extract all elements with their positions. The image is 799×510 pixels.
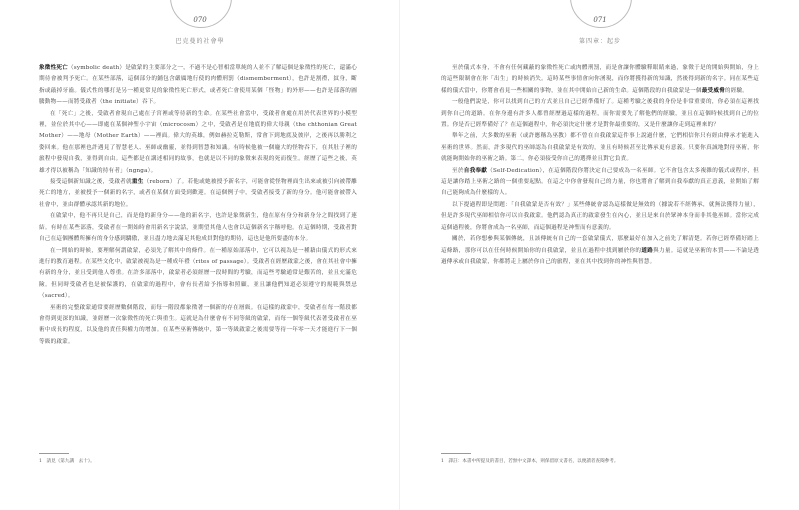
right-page: [400, 0, 799, 510]
right-running-title: 第四章：起步: [578, 38, 621, 45]
left-paragraph-2: 在「死亡」之後，受啟者會現自己處在子宮裡或等待新的生命。在某些社會當中，受啟者會處在用於代表世界的小模型裡，並位於其中心——即處在某個神聖小宇宙（microcosm）之中，受啟者是在地底的偉大母親（the chthonian Great Mother）——地母（Mother Earth）——裡面。偉大的英雄，例如赫拉克勒斯，常會下到地底及彼岸，之後再以勝利之姿回來。他在那裡也許遇見了智慧老人、巫師或幽靈，並得到智慧和知識。有時候他被一個龐大的怪物吞下，在其肚子裡的旅程中發現自我，並得到自由。這些都是在講述相同的故事，也就是以不同的象徵來表現的死而復生。經歷了這些之後，英雄才得以被稱為「知識的持有者」（ngnga）。: [39, 110, 357, 174]
term-reborn: 重生: [131, 179, 144, 186]
right-page-number: 071: [593, 16, 607, 24]
left-footnote-rule: [39, 453, 69, 454]
right-footnote-rule: [441, 453, 471, 454]
left-running-title: 巴克曼的社會學: [175, 38, 225, 45]
right-paragraph-2: 一般他們說是，你可以找到自己的方式並且自己已經準備好了。這種考驗之後我的身份是非常重要的，你必須在這裡找到你自己的道路。在你身邊有許多人都曾經歷過這樣的過程，而你需要先了解他們的經驗，並且在這個時候找到自己的位置。你是否已經準備好了？在這個過程中，你必須決定什麼才是對你最重要的，又是什麼讓你走到這裡來的？: [441, 99, 759, 129]
right-paragraph-4: 至於自我奉獻（Self-Dedication），在這個階段你將決定自己要成為一名巫師。它不會包含太多複雜的儀式或程序，但這是讓你踏上巫術之路的一個重要起點。在這之中你會發現自己的力量，你也將會了解到自我奉獻的真正意義，並開始了解自己能夠成為什麼樣的人。: [441, 167, 759, 197]
term-most-threatened: 最受威脅: [701, 87, 725, 94]
term-self-dedication: 自我奉獻: [463, 167, 488, 174]
left-page-number: 070: [193, 16, 207, 24]
left-page-header: [140, 6, 260, 45]
right-body-text: [441, 63, 759, 268]
left-paragraph-4: 在啟蒙中，他不再只是自己，而是他的新身分——他的新名字，也許是象徵新生，他在原有身分和新身分之間找到了連結。有時在某些部落，受啟者在一開始時會用新名字說話，並期望其他人也會以這個新名字稱呼他。在這個時期，受啟者對自己在這個團體所擁有的身分感到驕傲，並且盡力地去滿足其他成員對他的期待，這也是他所要盡的本分。: [39, 213, 357, 243]
left-page: [0, 0, 399, 510]
left-paragraph-6: 巫術的完整啟蒙通常要經歷數個階段，而每一階段都象徵著一個新的存在層級。在這樣的啟蒙中，受啟者在每一階段都會得到更深的知識，並經歷一次象徵性的死亡與重生。這就是為什麼會有不同等級的啟蒙，而每一個等級代表著受啟者在巫術中成長的程度，以及他的責任與權力的增加。在某些巫術傳統中，第一等級啟蒙之後需要等待一年零一天才能進行下一個等級的啟蒙。: [39, 304, 357, 345]
left-footnote: 1 請見《第九講 去十》。: [39, 459, 95, 464]
term-symbolic-death: 象徵性死亡: [39, 65, 68, 71]
left-body-text: [39, 63, 357, 348]
right-paragraph-3: 舉年之前，大多數的巫術（或許應稱為巫教）都不曾在自我啟蒙這件事上說過什麼，它們相信你只有經由傳承才能進入巫術的世界。然而，許多現代的巫師認為自我啟蒙是有效的，並且有時候甚至比傳承更有意義。只要你真誠地對待巫術，你就能夠開始你的巫術之路。第二，你必須接受你自己的選擇並且對它負責。: [441, 133, 759, 163]
right-footnote: 1 譯註：本書中所提及的書目，若無中文譯本，則保留原文書名，以便讀者查閱參考。: [441, 459, 619, 464]
term-path: 道路: [641, 247, 654, 254]
right-paragraph-5: 以下提過程即是問題：「自我啟蒙是否有效？」某些傳統會認為這樣做是無效的（據說若不經傳承，就無法獲得力量），但是許多現代巫師相信你可以自我啟蒙。他們認為真正的啟蒙發生在內心，並且是來自於眾神本身而非其他巫師。當你完成這個過程後，你將會成為一名巫師，而這個過程是神聖而有意義的。: [441, 201, 759, 231]
left-paragraph-3: 接受這個新知識之後，受啟者就重生（reborn）了。若他或她被授予新名字，可能會從怪物裡面生出來或被引向被帶離死亡的地方，並被授予一個新的名字，或者在某個方面受到歡迎。在這個例子中，受啟者接受了新的身分。他可能會被帶入社會中，並由群體承認其新的地位。: [39, 179, 357, 208]
right-paragraph-6: 關於，若你想參與某個傳統，且該傳統有自己的一套啟蒙儀式，那麼最好在加入之前先了解清楚。若你已經準備好踏上這條路，那你可以在任何時候開始你的自我啟蒙，並且在過程中找到屬於你的道路與力量。這就是巫術的本質——不論是透過傳承或自我啟蒙，你都將走上屬於你自己的旅程，並在其中找到你的神性與智慧。: [441, 236, 760, 265]
right-paragraph-1: 至於儀式本身，不會有任何藏蔽的象徵性死亡或肉體刑罰，而是會讓你體驗釋眼睛來過，象徵于是的開始與開始，身上的這些限制會在你「出生」的時候消失。這時某些事情會向你湧現，而你將獲得新的知識，然後得到新的名字。同在某些這樣的儀式當中，你將會看見一些相關的事物，並在其中開始自己新的生命。這個階段的自我啟蒙是一個最受威脅的經驗。: [441, 65, 759, 94]
right-page-header: [540, 6, 660, 45]
left-paragraph-1: 象徵性死亡（symbolic death）是啟蒙的主要部分之一，不過不是心智相當單純的人並不了解這個是象徵性的死亡，還滿心期待會被判予死亡。在某些部落，這個部分的鋪包含嚴厲地行使的肉體刑罰（dismemberment），也許是割禮，紋身，斷指或敲掉牙齒。儀式性的哪打是另一種更常見的象徵性死亡形式，或者死亡會使用某個「怪物」的外形——也許是部落的圖騰動物——而將受啟者（the initiate）吞下。: [39, 65, 357, 106]
left-paragraph-5: 在一開始的時候，要理解何謂啟蒙，必須先了解其中的條件。在一種原始部落中，它可以視為是一種藉由儀式的形式來進行的教育過程。在某些文化中，啟蒙被視為是一種成年禮（rites of passage）。受啟者在經歷啟蒙之後，會在其社會中擁有新的身分，並且受到他人尊重。在許多部落中，啟蒙者必須經歷一段時間的考驗，而這些考驗通常是艱苦的，並且充滿危險。但同時受啟者也是被保護的，在啟蒙的過程中，會有長者給予指導和照顧，並且讓他們知道必須遵守的規範與禁忌（sacred）。: [39, 247, 357, 300]
